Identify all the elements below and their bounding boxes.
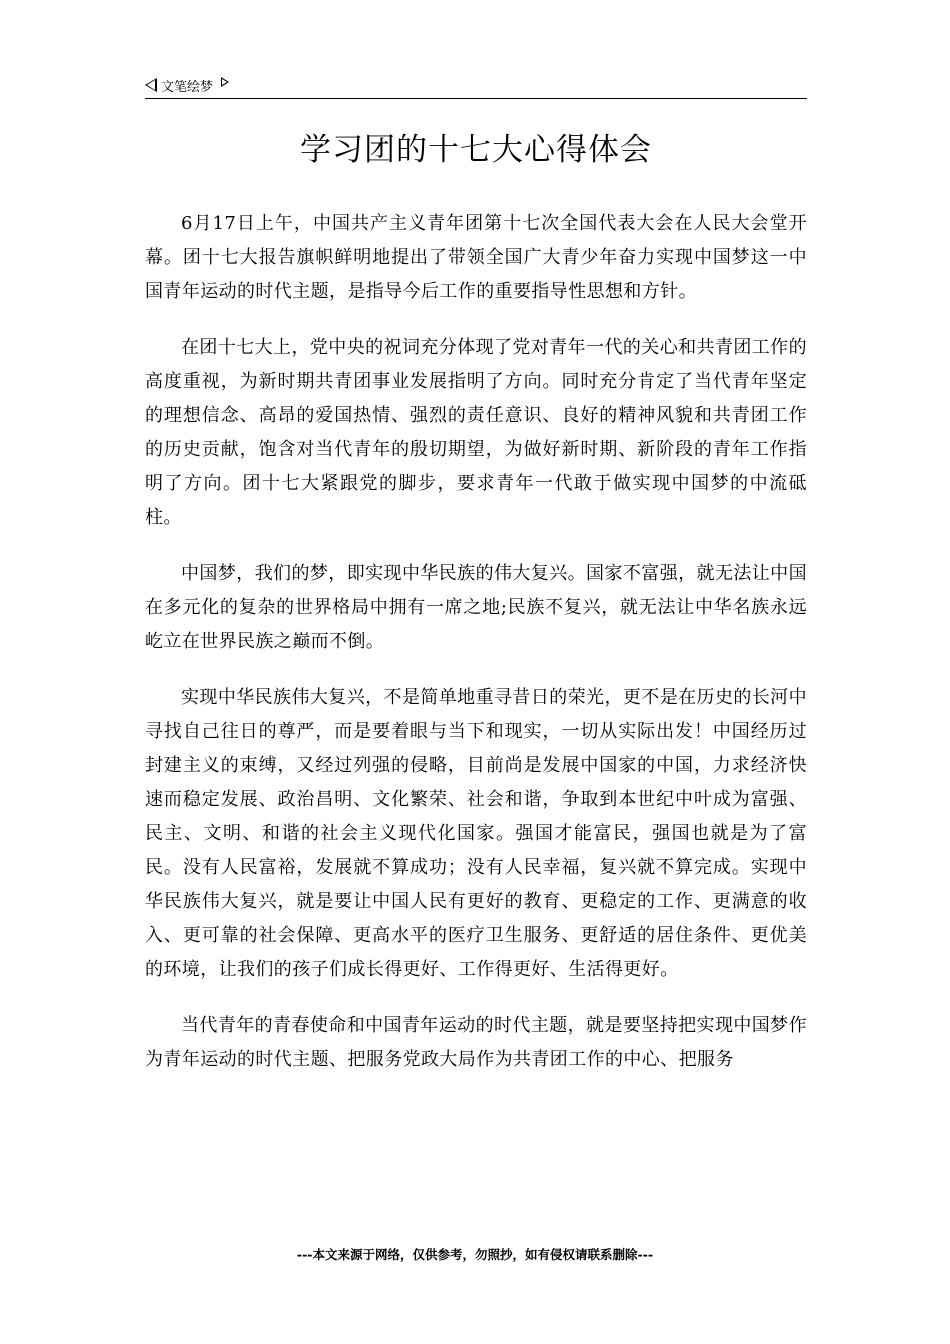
left-triangle-icon xyxy=(145,78,157,92)
document-body xyxy=(145,207,807,1099)
document-title: 学习团的十七大心得体会 xyxy=(300,132,652,168)
brand-label: 文笔绘梦 xyxy=(161,79,214,95)
paragraph-1: 6月17日上午，中国共产主义青年团第十七次全国代表大会在人民大会堂开幕。团十七大报告旗帜鲜明地提出了带领全国广大青少年奋力实现中国梦这一中国青年运动的时代主题，是指导今后工作的重要指导性思想和方针。 xyxy=(145,213,807,302)
header-brand xyxy=(145,74,229,96)
paragraph-4: 实现中华民族伟大复兴，不是简单地重寻昔日的荣光，更不是在历史的长河中寻找自己往日的尊严，而是要着眼与当下和现实，一切从实际出发！中国经历过封建主义的束缚，又经过列强的侵略，目前尚是发展中国家的中国，力求经济快速而稳定发展、政治昌明、文化繁荣、社会和谐，争取到本世纪中叶成为富强、民主、文明、和谐的社会主义现代化国家。强国才能富民，强国也就是为了富民。没有人民富裕，发展就不算成功；没有人民幸福，复兴就不算完成。实现中华民族伟大复兴，就是要让中国人民有更好的教育、更稳定的工作、更满意的收入、更可靠的社会保障、更高水平的医疗卫生服务、更舒适的居住条件、更优美的环境，让我们的孩子们成长得更好、工作得更好、生活得更好。 xyxy=(145,687,807,980)
right-triangle-icon xyxy=(221,77,229,87)
paragraph-5: 当代青年的青春使命和中国青年运动的时代主题，就是要坚持把实现中国梦作为青年运动的时代主题、把服务党政大局作为共青团工作的中心、把服务 xyxy=(145,1015,807,1070)
page-header xyxy=(145,74,807,99)
paragraph-2: 在团十七大上，党中央的祝词充分体现了党对青年一代的关心和共青团工作的高度重视，为新时期共青团事业发展指明了方向。同时充分肯定了当代青年坚定的理想信念、高昂的爱国热情、强烈的责任意识、良好的精神风貌和共青团工作的历史贡献，饱含对当代青年的殷切期望，为做好新时期、新阶段的青年工作指明了方向。团十七大紧跟党的脚步，要求青年一代敢于做实现中国梦的中流砥柱。 xyxy=(145,337,807,528)
page-footer-disclaimer: ---本文来源于网络，仅供参考，勿照抄，如有侵权请联系删除--- xyxy=(296,1247,654,1262)
paragraph-3: 中国梦，我们的梦，即实现中华民族的伟大复兴。国家不富强，就无法让中国在多元化的复杂的世界格局中拥有一席之地;民族不复兴，就无法让中华名族永远屹立在世界民族之巅而不倒。 xyxy=(145,563,807,652)
